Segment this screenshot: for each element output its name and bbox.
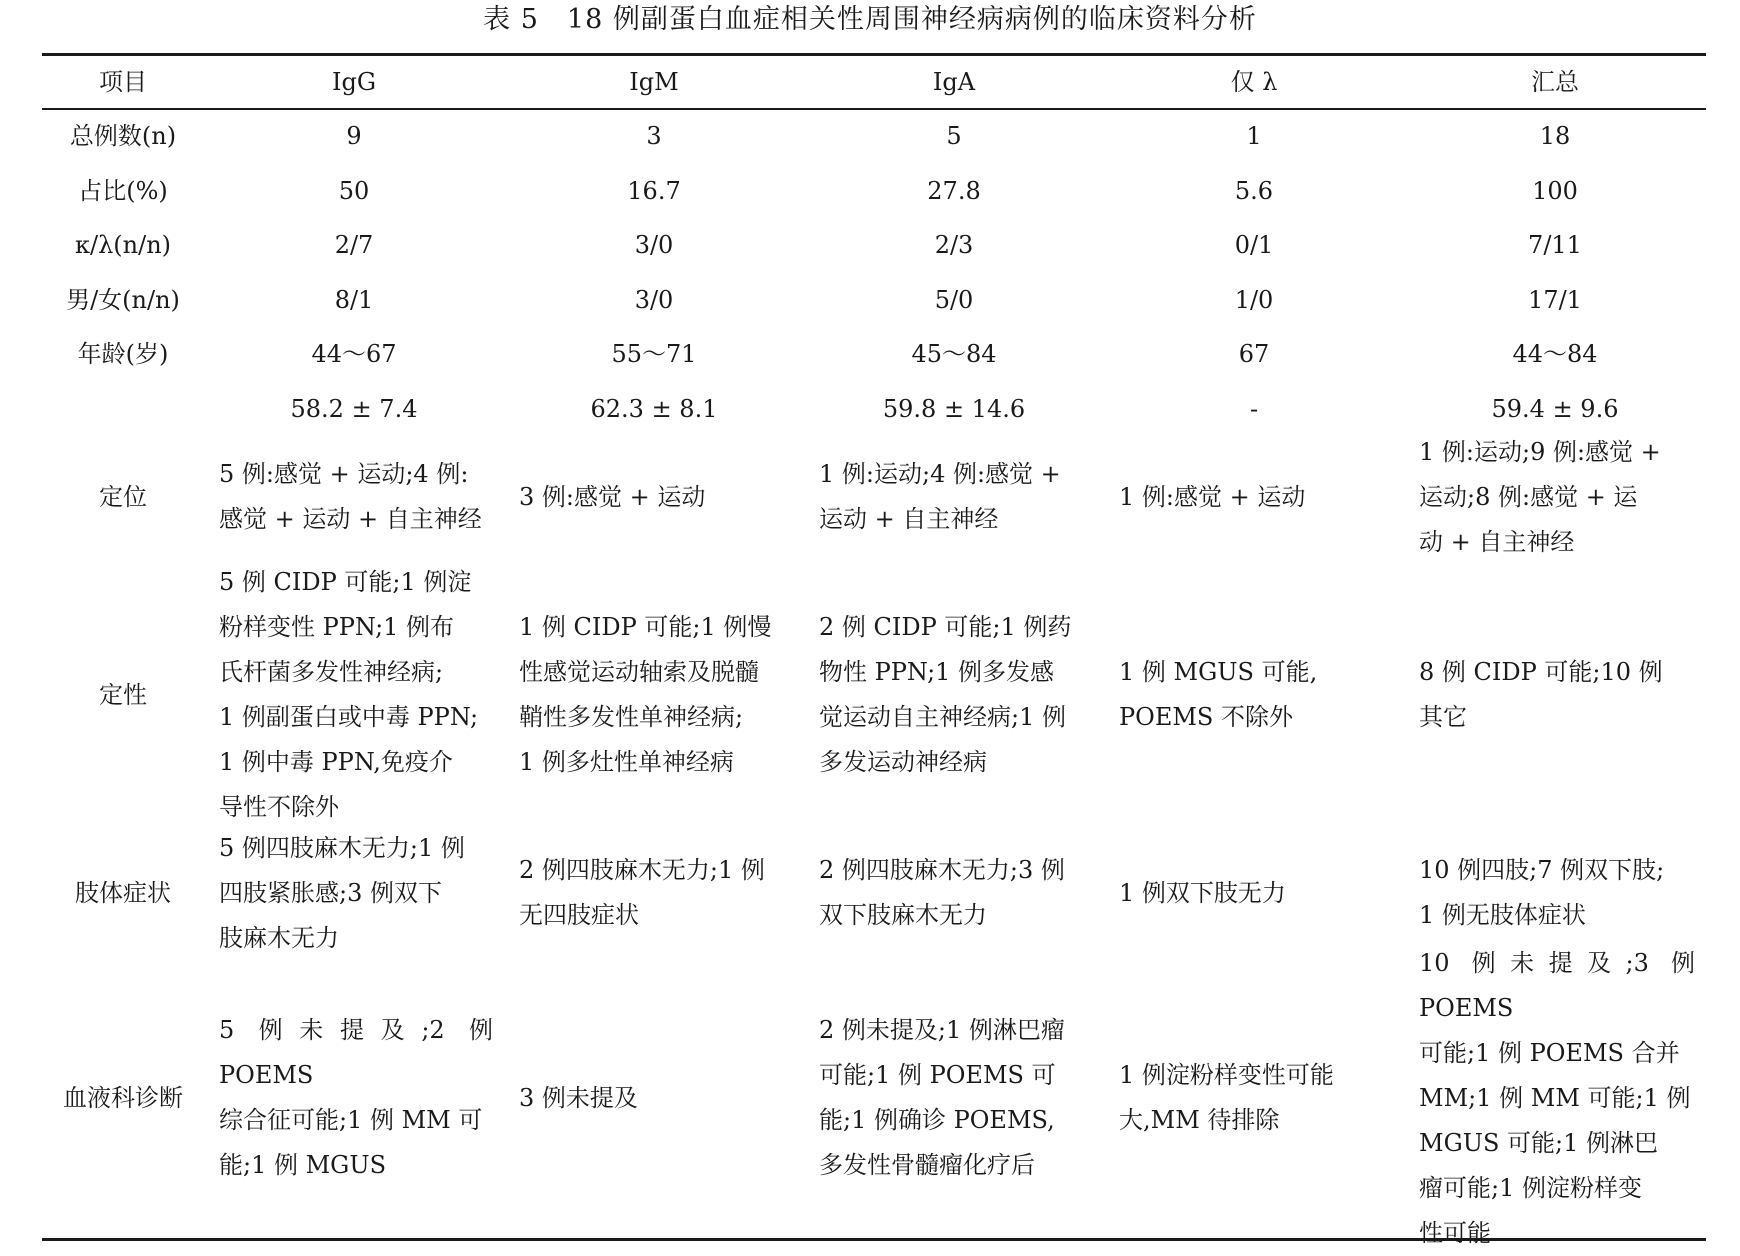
table-cell: 9 bbox=[346, 122, 362, 150]
table-row bbox=[0, 278, 1740, 322]
table-row bbox=[0, 387, 1740, 431]
table-cell: 3/0 bbox=[634, 231, 674, 259]
header-cell: IgG bbox=[331, 68, 376, 96]
table-cell: 5 例:感觉 + 运动;4 例: 感觉 + 运动 + 自主神经 bbox=[219, 460, 482, 533]
table-cell: 59.4 ± 9.6 bbox=[1491, 395, 1619, 423]
table-cell: 100 bbox=[1532, 177, 1578, 205]
row-label: 定位 bbox=[99, 482, 147, 511]
table-cell: 55～71 bbox=[611, 340, 697, 368]
row-label: 定性 bbox=[99, 680, 147, 709]
table-cell: 45～84 bbox=[911, 340, 997, 368]
table-cell: 1 例:运动;9 例:感觉 + 运动;8 例:感觉 + 运 动 + 自主神经 bbox=[1419, 437, 1661, 556]
table-cell: 1 例 CIDP 可能;1 例慢 性感觉运动轴索及脱髓 鞘性多发性单神经病; 1 例多灶性单神经病 bbox=[519, 613, 772, 776]
table-cell: 17/1 bbox=[1528, 286, 1582, 314]
header-cell: 项目 bbox=[99, 68, 147, 96]
table-cell: 5/0 bbox=[934, 286, 974, 314]
table-cell: 27.8 bbox=[927, 177, 981, 205]
row-label: 血液科诊断 bbox=[63, 1083, 183, 1112]
table-cell: 8/1 bbox=[334, 286, 374, 314]
table-cell: - bbox=[1249, 395, 1259, 423]
top-rule bbox=[42, 53, 1706, 56]
row-label bbox=[42, 387, 204, 431]
table-cell: 1 例:感觉 + 运动 bbox=[1119, 482, 1306, 511]
table-cell: 16.7 bbox=[627, 177, 681, 205]
table-cell: 62.3 ± 8.1 bbox=[590, 395, 718, 423]
row-label: 男/女(n/n) bbox=[66, 286, 180, 314]
table-cell: 67 bbox=[1238, 340, 1270, 368]
table-cell: 5 例未提及;2 例 POEMS 综合征可能;1 例 MM 可 能;1 例 MGUS bbox=[219, 1016, 493, 1179]
table-title: 表 5 18 例副蛋白血症相关性周围神经病病例的临床资料分析 bbox=[483, 4, 1257, 35]
header-cell: 仅 λ bbox=[1230, 68, 1278, 96]
table-cell: 2 例四肢麻木无力;1 例 无四肢症状 bbox=[519, 856, 765, 929]
table-cell: 3 bbox=[646, 122, 662, 150]
table-cell: 5.6 bbox=[1234, 177, 1274, 205]
table-cell: 0/1 bbox=[1234, 231, 1274, 259]
table-row bbox=[0, 948, 1740, 1247]
table-cell: 10 例四肢;7 例双下肢; 1 例无肢体症状 bbox=[1419, 856, 1665, 929]
header-cell: IgM bbox=[629, 68, 679, 96]
table-cell: 50 bbox=[338, 177, 370, 205]
table-row bbox=[0, 332, 1740, 376]
table-cell: 5 例 CIDP 可能;1 例淀 粉样变性 PPN;1 例布 氏杆菌多发性神经病; 1 例副蛋白或中毒 PPN; 1 例中毒 PPN,免疫介 导性不除外 bbox=[219, 568, 479, 821]
table-cell: 2/7 bbox=[334, 231, 374, 259]
table-cell: 1 例:运动;4 例:感觉 + 运动 + 自主神经 bbox=[819, 460, 1061, 533]
row-label: 占比(%) bbox=[78, 177, 168, 205]
table-cell: 3/0 bbox=[634, 286, 674, 314]
table-cell: 18 bbox=[1539, 122, 1571, 150]
table-cell: 59.8 ± 14.6 bbox=[882, 395, 1026, 423]
row-label: 总例数(n) bbox=[69, 122, 177, 150]
header-cell: 汇总 bbox=[1531, 68, 1579, 96]
table-cell: 44～67 bbox=[311, 340, 397, 368]
table-cell: 2 例未提及;1 例淋巴瘤 可能;1 例 POEMS 可 能;1 例确诊 POEMS, 多发性骨髓瘤化疗后 bbox=[819, 1016, 1065, 1179]
table-cell: 44～84 bbox=[1512, 340, 1598, 368]
table-cell: 2 例四肢麻木无力;3 例 双下肢麻木无力 bbox=[819, 856, 1065, 929]
table-cell: 2 例 CIDP 可能;1 例药 物性 PPN;1 例多发感 觉运动自主神经病;1 例 多发运动神经病 bbox=[819, 613, 1072, 776]
table-cell: 7/11 bbox=[1528, 231, 1582, 259]
table-row bbox=[0, 169, 1740, 213]
table-cell: 1 bbox=[1246, 122, 1262, 150]
table-cell: 58.2 ± 7.4 bbox=[290, 395, 418, 423]
table-row bbox=[0, 223, 1740, 267]
table-header-row bbox=[0, 58, 1740, 106]
table-cell: 1 例 MGUS 可能, POEMS 不除外 bbox=[1119, 658, 1318, 731]
table-cell: 5 bbox=[946, 122, 962, 150]
table-cell: 3 例:感觉 + 运动 bbox=[519, 482, 706, 511]
table-cell: 10 例未提及;3 例 POEMS 可能;1 例 POEMS 合并 MM;1 例 MM 可能;1 例 MGUS 可能;1 例淋巴 瘤可能;1 例淀粉样变 性可能 bbox=[1419, 948, 1695, 1247]
row-label: 年龄(岁) bbox=[77, 340, 169, 368]
table-row bbox=[0, 562, 1740, 828]
table-row bbox=[0, 114, 1740, 158]
table-cell: 5 例四肢麻木无力;1 例 四肢紧胀感;3 例双下 肢麻木无力 bbox=[219, 833, 465, 952]
row-label: 肢体症状 bbox=[75, 878, 171, 907]
table-cell: 2/3 bbox=[934, 231, 974, 259]
table-cell: 1 例淀粉样变性可能 大,MM 待排除 bbox=[1119, 1061, 1334, 1134]
row-label: κ/λ(n/n) bbox=[74, 231, 172, 259]
table-row bbox=[0, 432, 1740, 562]
table-cell: 3 例未提及 bbox=[519, 1083, 638, 1112]
header-cell: IgA bbox=[932, 68, 976, 96]
table-cell: 1 例双下肢无力 bbox=[1119, 878, 1286, 907]
table-cell: 8 例 CIDP 可能;10 例 其它 bbox=[1419, 658, 1663, 731]
table-cell: 1/0 bbox=[1234, 286, 1274, 314]
header-rule bbox=[42, 108, 1706, 110]
